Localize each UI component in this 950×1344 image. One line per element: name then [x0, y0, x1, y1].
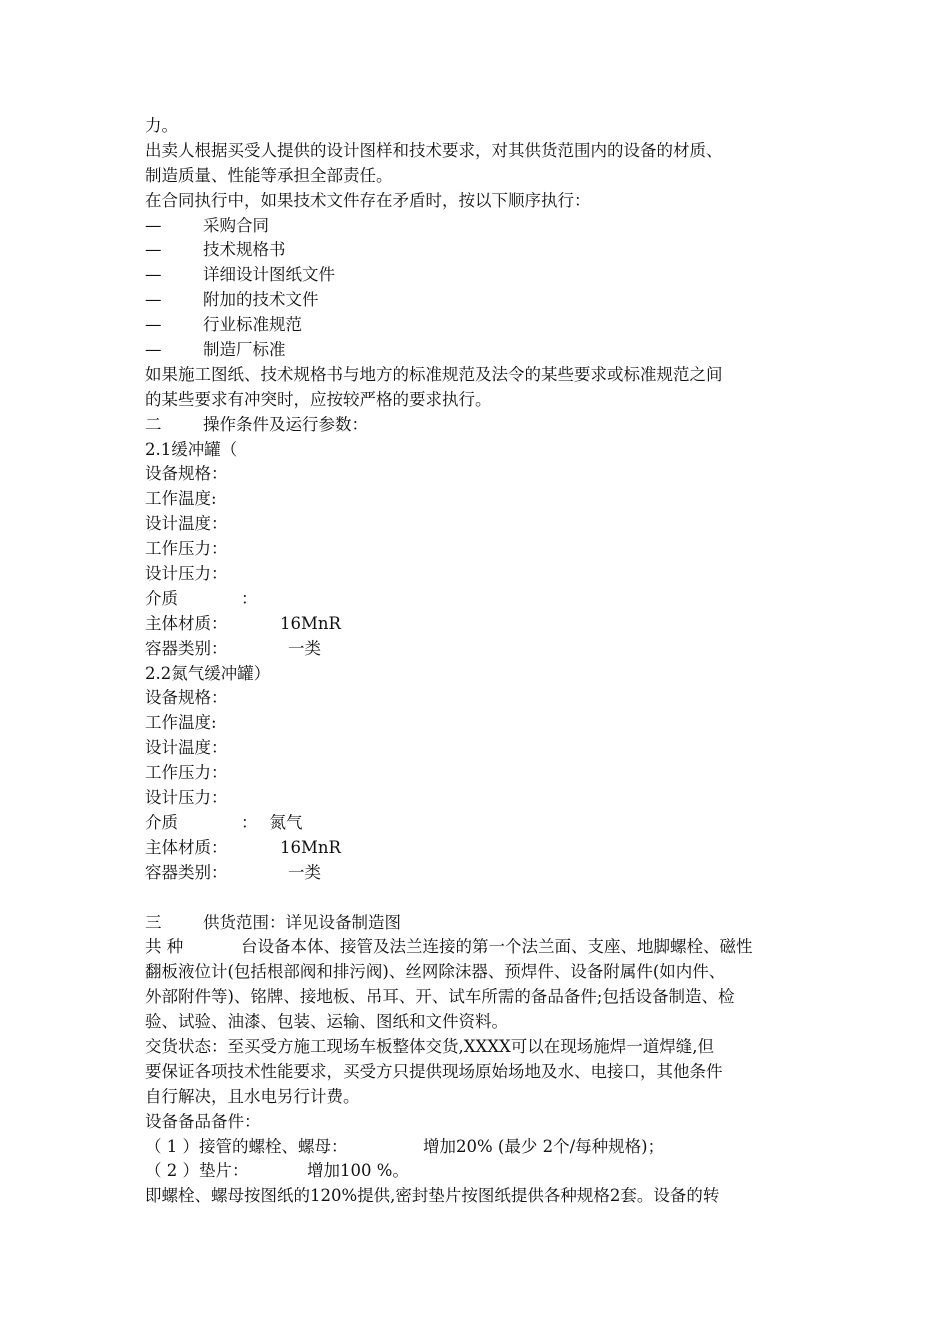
field-medium [145, 587, 813, 612]
section-number: 三 [145, 912, 162, 932]
paragraph-line: 自行解决，且水电另行计费。 [145, 1086, 360, 1106]
spares-title: 设备备品备件： [145, 1111, 261, 1131]
paragraph-line: 制造质量、性能等承担全部责任。 [145, 165, 393, 185]
material-value: 16MnR [280, 837, 341, 857]
spare-item [145, 1159, 813, 1184]
order-item-text: 制造厂标准 [203, 340, 286, 360]
material-label: 主体材质： [145, 613, 228, 633]
field-spec: 设备规格： [145, 688, 228, 708]
spare-value: 增加20% (最少 2个/每种规格)； [423, 1136, 665, 1156]
field-medium [145, 811, 813, 836]
order-item-text: 详细设计图纸文件 [203, 265, 335, 285]
medium-label: 介质 [145, 588, 178, 608]
paragraph-line: 验、试验、油漆、包装、运输、图纸和文件资料。 [145, 1012, 508, 1032]
dash-marker: — [145, 265, 162, 285]
dash-marker: — [145, 290, 162, 310]
scope-lead: 共 种 [145, 937, 184, 957]
dash-marker: — [145, 240, 162, 260]
field-work-temp: 工作温度: [145, 713, 217, 733]
medium-colon: ： [241, 588, 258, 608]
material-value: 16MnR [280, 613, 341, 633]
order-item [145, 214, 813, 239]
field-material [145, 612, 813, 637]
field-work-pressure: 工作压力： [145, 539, 228, 559]
category-label: 容器类别： [145, 638, 228, 658]
subsection-heading: 2.2氮气缓冲罐） [145, 663, 271, 683]
order-item-text: 采购合同 [203, 215, 269, 235]
spare-label: （ 1 ）接管的螺栓、螺母： [145, 1136, 348, 1156]
order-item-text: 行业标准规范 [203, 315, 302, 335]
medium-value: 氮气 [269, 812, 303, 832]
field-spec: 设备规格： [145, 464, 228, 484]
paragraph-line: 外部附件等)、铭牌、接地板、吊耳、开、试车所需的备品备件;包括设备制造、检 [145, 987, 735, 1007]
spare-item [145, 1135, 813, 1160]
medium-colon: ： [241, 812, 258, 832]
paragraph-line: 要保证各项技术性能要求，买受方只提供现场原始场地及水、电接口，其他条件 [145, 1061, 723, 1081]
order-item [145, 238, 813, 263]
category-label: 容器类别： [145, 862, 228, 882]
paragraph-line: 在合同执行中，如果技术文件存在矛盾时，按以下顺序执行： [145, 190, 591, 210]
field-work-temp: 工作温度: [145, 489, 217, 509]
document-page [145, 114, 813, 1209]
category-value: 一类 [288, 638, 321, 658]
material-label: 主体材质： [145, 837, 228, 857]
paragraph-line: 交货状态：至买受方施工现场车板整体交货,XXXX可以在现场施焊一道焊缝,但 [145, 1036, 714, 1056]
order-item [145, 288, 813, 313]
dash-marker: — [145, 215, 162, 235]
paragraph-line: 力。 [145, 116, 178, 135]
paragraph-line: 即螺栓、螺母按图纸的120%提供,密封垫片按图纸提供各种规格2套。设备的转 [145, 1186, 720, 1206]
paragraph-line: 如果施工图纸、技术规格书与地方的标准规范及法令的某些要求或标准规范之间 [145, 364, 723, 384]
section-heading [145, 413, 813, 438]
paragraph-line [145, 935, 813, 960]
blank-line [145, 886, 813, 911]
field-work-pressure: 工作压力： [145, 763, 228, 783]
field-design-temp: 设计温度： [145, 738, 228, 758]
field-design-pressure: 设计压力： [145, 564, 228, 584]
section-number: 二 [145, 414, 162, 434]
order-item [145, 263, 813, 288]
field-design-temp: 设计温度： [145, 514, 228, 534]
paragraph-line: 翻板液位计(包括根部阀和排污阀)、丝网除沫器、预焊件、设备附属件(如内件、 [145, 962, 726, 982]
subsection-heading: 2.1缓冲罐（ [145, 439, 238, 459]
field-material [145, 836, 813, 861]
order-item [145, 338, 813, 363]
section-title: 操作条件及运行参数： [203, 414, 368, 434]
order-item-text: 技术规格书 [203, 240, 286, 260]
spare-value: 增加100 %。 [307, 1161, 409, 1181]
paragraph-line: 出卖人根据买受人提供的设计图样和技术要求，对其供货范围内的设备的材质、 [145, 140, 723, 160]
field-design-pressure: 设计压力： [145, 788, 228, 808]
scope-text: 台设备本体、接管及法兰连接的第一个法兰面、支座、地脚螺栓、磁性 [241, 937, 753, 957]
field-category [145, 637, 813, 662]
order-item-text: 附加的技术文件 [203, 290, 319, 310]
order-item [145, 313, 813, 338]
section-heading [145, 911, 813, 936]
section-title: 供货范围：详见设备制造图 [203, 912, 401, 932]
dash-marker: — [145, 340, 162, 360]
paragraph-line: 的某些要求有冲突时，应按较严格的要求执行。 [145, 389, 492, 409]
medium-label: 介质 [145, 812, 178, 832]
field-category [145, 861, 813, 886]
category-value: 一类 [288, 862, 321, 882]
dash-marker: — [145, 315, 162, 335]
spare-label: （ 2 ）垫片： [145, 1161, 249, 1181]
